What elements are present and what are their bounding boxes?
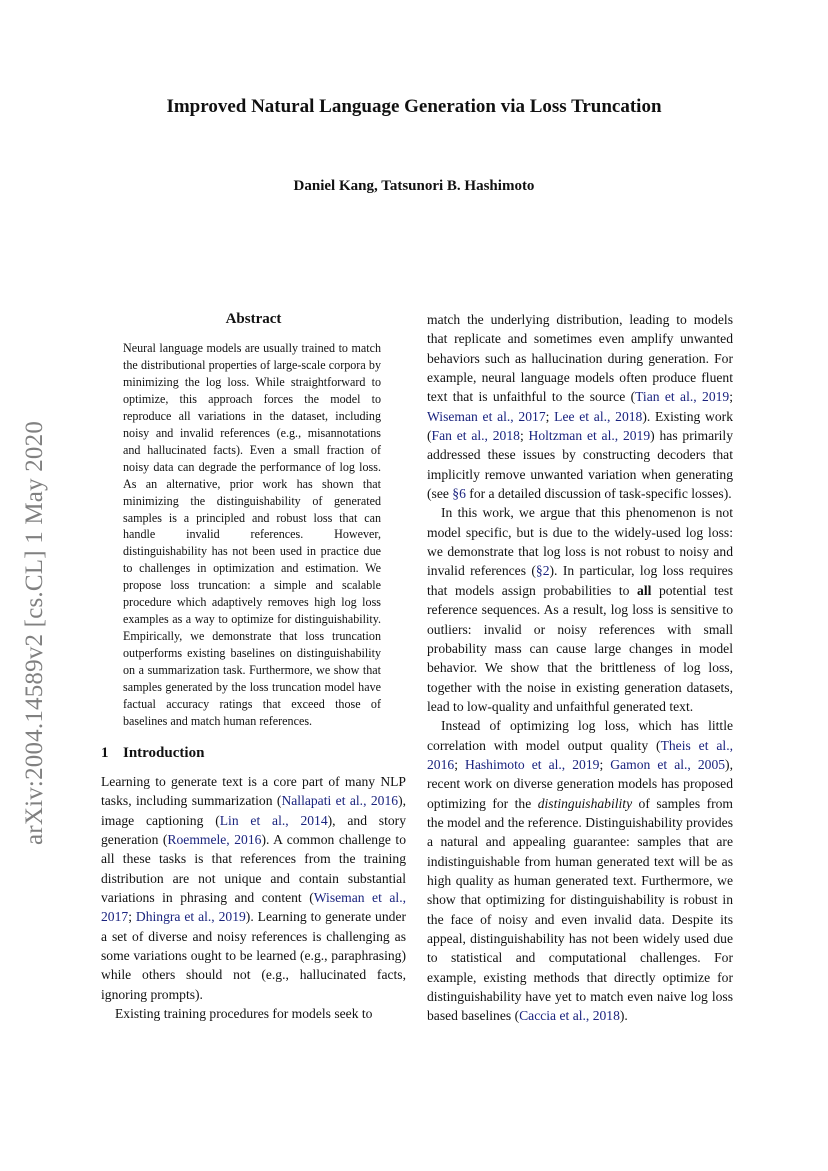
intro-paragraph-4 bbox=[427, 716, 733, 1026]
text-run: ). In particular, log loss requires that models assign probabilities to bbox=[427, 563, 733, 598]
citation-link[interactable]: Fan et al., 2018 bbox=[431, 428, 520, 444]
text-run: Instead of optimizing log loss, which has little correlation with model output quality ( bbox=[427, 718, 733, 753]
text-run: ), recent work on diverse generation models has proposed optimizing for the bbox=[427, 756, 733, 811]
text-run: Learning to generate text is a core part of many NLP tasks, including summarization ( bbox=[101, 773, 406, 809]
text-run: ). bbox=[619, 1008, 628, 1024]
section-title: Introduction bbox=[123, 744, 205, 761]
intro-paragraph-1 bbox=[101, 772, 406, 1004]
text-run: match the underlying distribution, leading to models that replicate and sometimes even amplify unwanted behaviors such as hallucination during generation. For example, neural language models often produce fluent text that is unfaithful to the source ( bbox=[427, 312, 733, 405]
text-run: potential test reference sequences. As a result, log loss is sensitive to outliers: invalid or noisy references with small probability mass can cause large changes in model behavior. We show that the brittleness of log loss, together with the noise in existing generation datasets, lead to low-quality and unfaithful generated text. bbox=[427, 582, 733, 714]
citation-link[interactable]: Caccia et al., 2018 bbox=[519, 1008, 620, 1024]
citation-link[interactable]: Roemmele, 2016 bbox=[167, 831, 262, 847]
citation-link[interactable]: Hashimoto et al., 2019 bbox=[465, 756, 600, 772]
text-run: ; bbox=[454, 756, 466, 772]
intro-paragraph-2-start: Existing training procedures for models seek to bbox=[115, 1006, 373, 1022]
text-run: ). Existing work ( bbox=[427, 408, 733, 444]
abstract-heading: Abstract bbox=[225, 311, 282, 327]
text-run: ). Learning to generate under a set of diverse and noisy references is challenging as some variations ought to be learned (e.g., paraphrasing) while others should not (e.g., hallucinated facts, ignoring prompts). bbox=[101, 909, 406, 1002]
citation-link[interactable]: Wiseman et al., 2017 bbox=[427, 408, 546, 424]
section-heading-introduction bbox=[101, 744, 406, 762]
citation-link[interactable]: Dhingra et al., 2019 bbox=[135, 909, 246, 925]
abstract-body: Neural language models are usually trained to match the distributional properties of large-scale corpora by minimizing the log loss. While straightforward to optimize, this approach forces the model to reproduce all variations in the dataset, including noisy and invalid references (e.g., misannotations and hallucinated facts). Even a small fraction of noisy data can degrade the performance of log loss. As an alternative, prior work has shown that minimizing the distinguishability of generated samples is a principled and robust loss that can handle invalid references. However, distinguishability has not been used in practice due to challenges in optimization and estimation. We propose loss truncation: a simple and scalable procedure which adaptively removes high log loss examples as a way to optimize for distinguishability. Empirically, we demonstrate that loss truncation outperforms existing baselines on distinguishability on a summarization task. Furthermore, we show that samples generated by the loss truncation model have factual accuracy ratings that exceed those of baselines and match human references. bbox=[123, 341, 381, 728]
text-run: of samples from the model and the reference. Distinguishability provides a natural and appealing guarantee: samples that are indistinguishable from human generated text will be as high quality as human generated text. Furthermore, we show that optimizing for distinguishability is robust in the face of noisy and even invalid data. Despite its appeal, distinguishability has not been widely used due to statistical and computational challenges. For example, existing methods that directly optimize for distinguishability have yet to match even naive log loss based baselines ( bbox=[427, 795, 733, 1024]
intro-paragraph-3 bbox=[427, 503, 733, 716]
section-reference-link[interactable]: §2 bbox=[535, 563, 550, 579]
citation-link[interactable]: Theis et al., 2016 bbox=[427, 737, 733, 772]
citation-link[interactable]: Nallapati et al., 2016 bbox=[281, 793, 399, 809]
section-reference-link[interactable]: §6 bbox=[452, 486, 466, 502]
text-run: In this work, we argue that this phenomenon is not model specific, but is due to the widely-used log loss: we demonstrate that log loss is not robust to noisy and invalid references ( bbox=[427, 505, 733, 579]
text-run: ; bbox=[599, 756, 611, 772]
emphasis-italic: distinguishability bbox=[537, 795, 633, 811]
paper-authors: Daniel Kang, Tatsunori B. Hashimoto bbox=[293, 178, 535, 194]
text-run: ), and story generation ( bbox=[101, 812, 406, 847]
text-run: ) has primarily addressed these issues by constructing decoders that implicitly remove unwanted variation when generating (see bbox=[427, 428, 733, 502]
citation-link[interactable]: Lin et al., 2014 bbox=[219, 812, 328, 828]
citation-link[interactable]: Gamon et al., 2005 bbox=[610, 756, 726, 772]
text-run: ; bbox=[519, 428, 529, 444]
text-run: ). A common challenge to all these tasks is that references from the training distribution are not unique and contain substantial variations in phrasing and content ( bbox=[101, 831, 407, 905]
text-run: ; bbox=[128, 909, 136, 925]
citation-link[interactable]: Lee et al., 2018 bbox=[554, 408, 643, 424]
intro-paragraph-2-continued bbox=[427, 310, 733, 503]
right-column bbox=[427, 310, 733, 1026]
emphasis-bold: all bbox=[637, 582, 652, 598]
citation-link[interactable]: Wiseman et al., 2017 bbox=[101, 889, 406, 925]
text-run: ), image captioning ( bbox=[101, 793, 406, 828]
paper-title: Improved Natural Language Generation via Loss Truncation bbox=[166, 96, 662, 117]
text-run: for a detailed discussion of task-specific losses). bbox=[465, 486, 732, 502]
citation-link[interactable]: Tian et al., 2019 bbox=[635, 389, 730, 405]
text-run: ; bbox=[729, 389, 733, 405]
section-number: 1 bbox=[101, 744, 109, 761]
left-column bbox=[101, 310, 406, 1023]
arxiv-stamp: arXiv:2004.14589v2 [cs.CL] 1 May 2020 bbox=[21, 420, 48, 845]
text-run: ; bbox=[545, 408, 555, 424]
citation-link[interactable]: Holtzman et al., 2019 bbox=[528, 428, 651, 444]
